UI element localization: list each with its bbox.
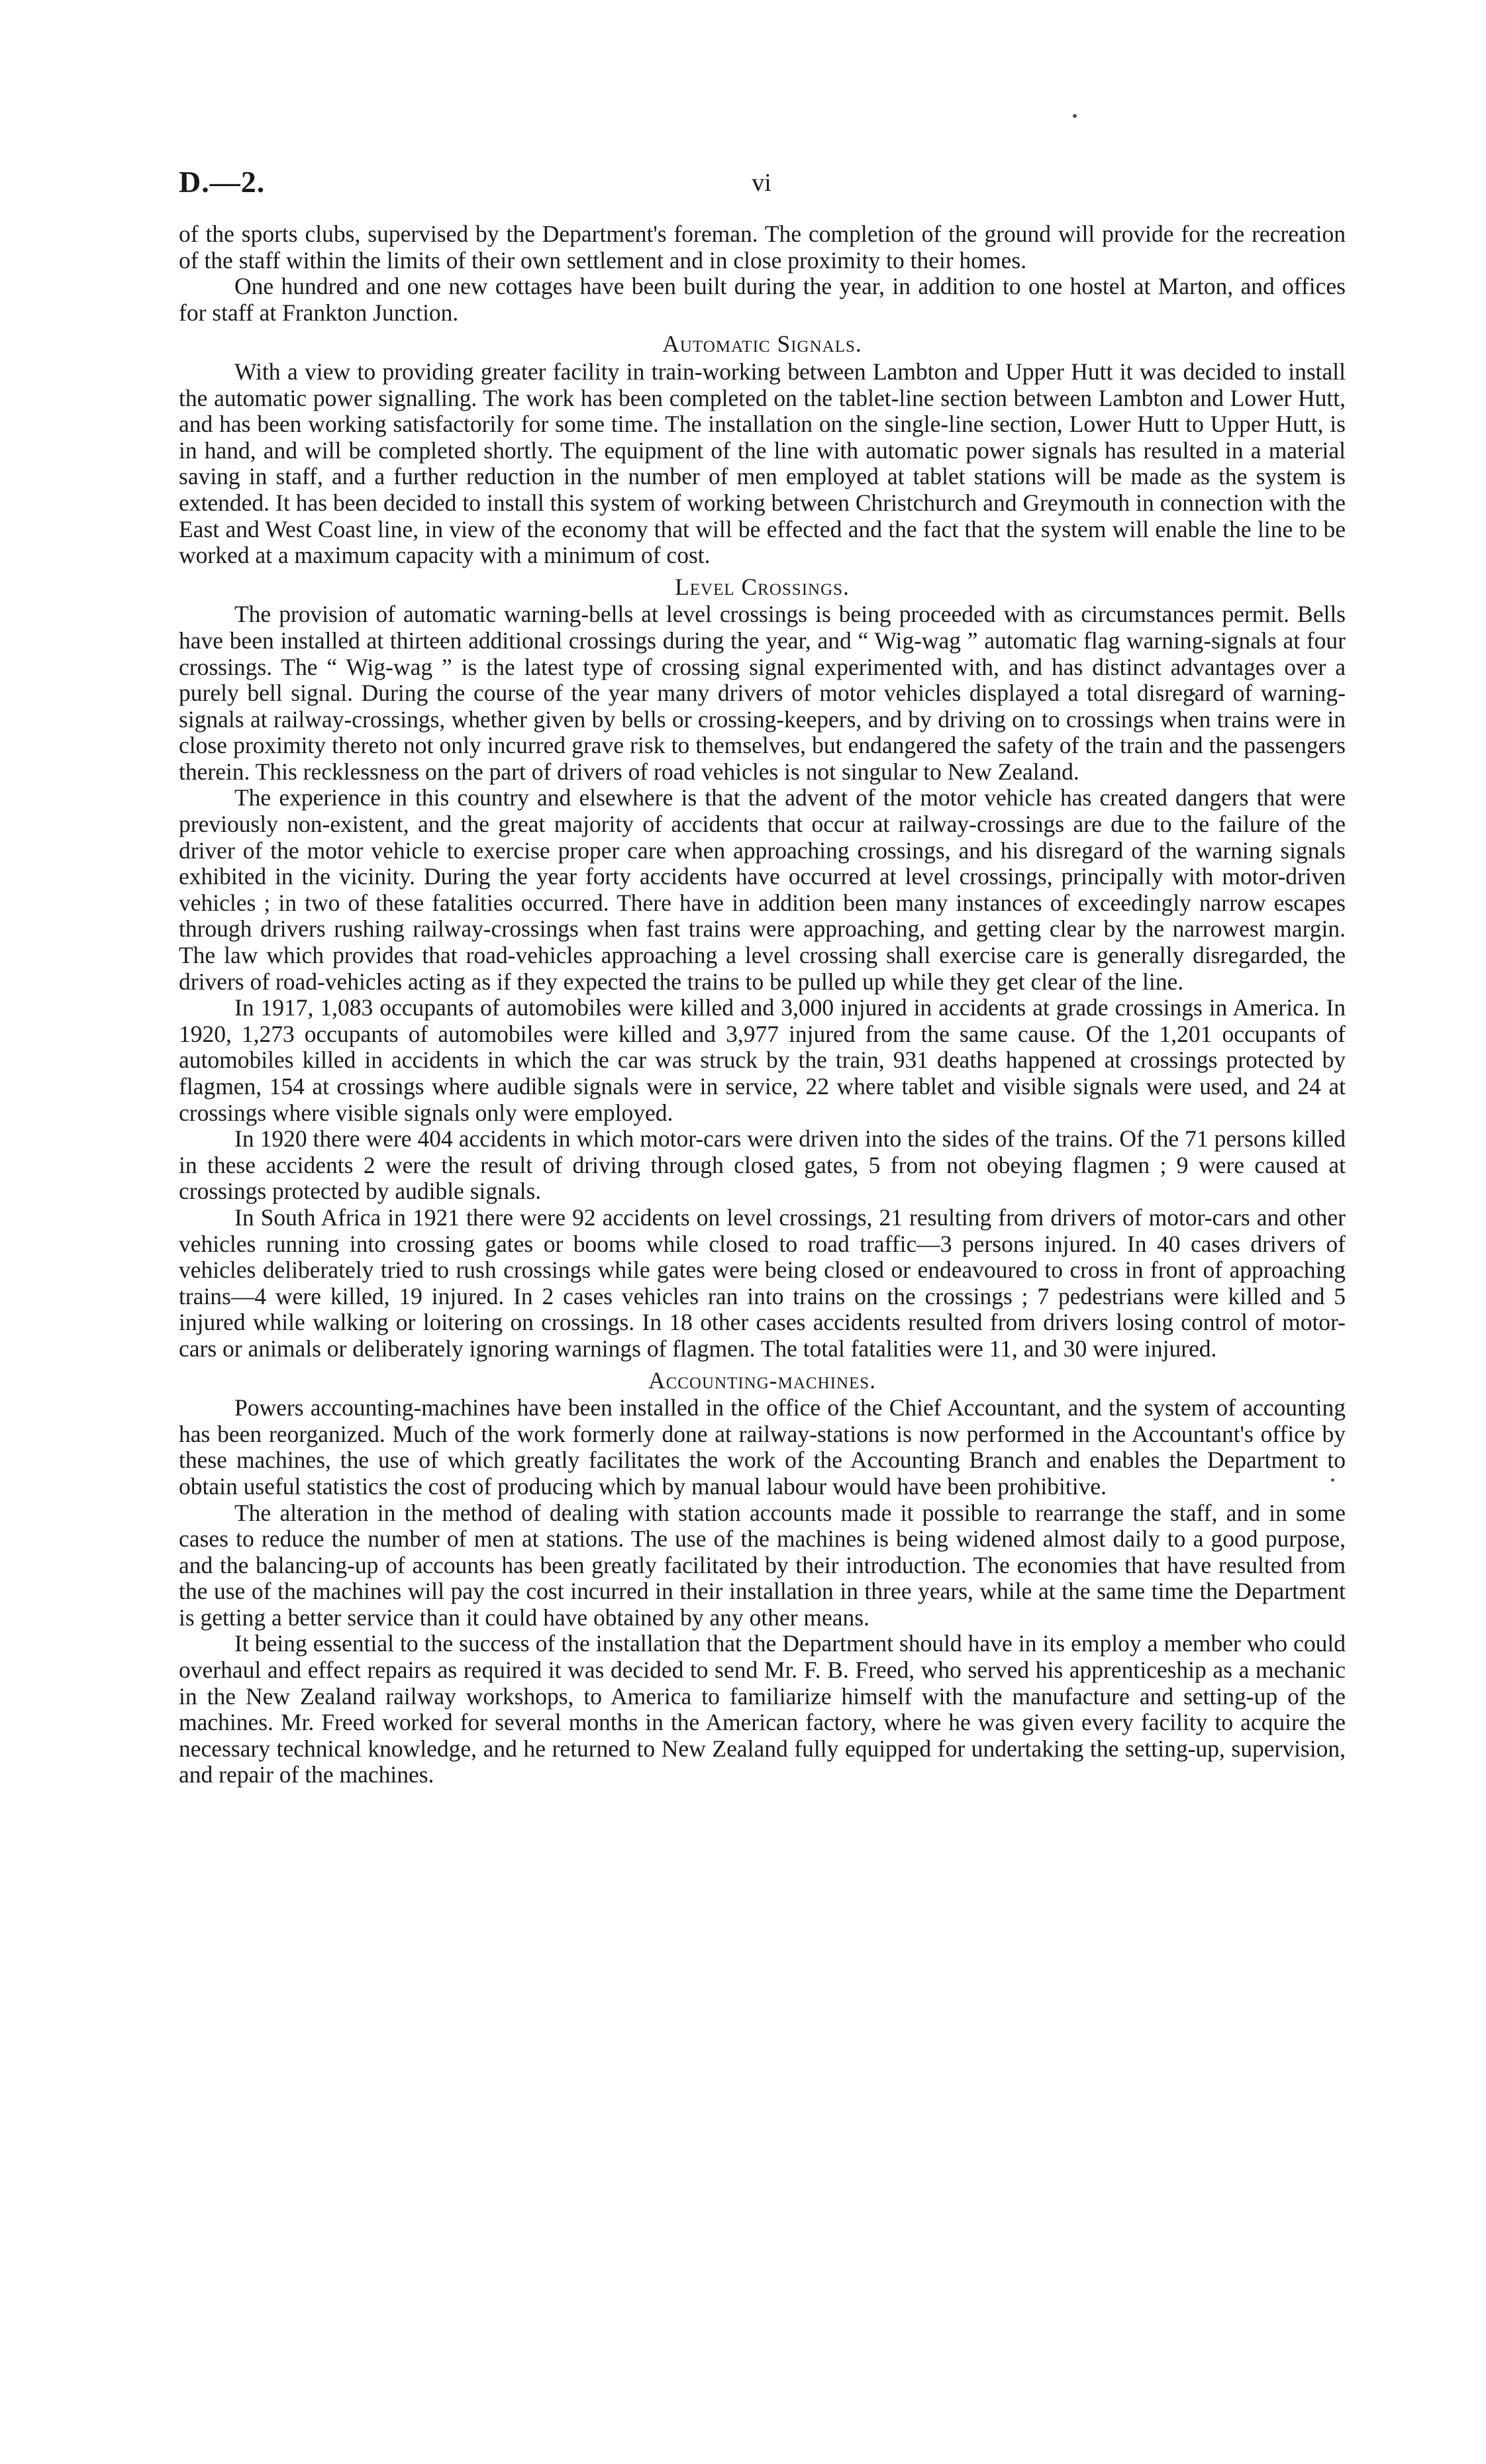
page-header xyxy=(179,164,1344,211)
paragraph: The experience in this country and elsewhere is that the advent of the motor vehicle has created dangers that were previously non-existent, and the great majority of accidents that occur at railway-crossings are due to the failure of the driver of the motor vehicle to exercise proper care when approaching crossings, and his disregard of the warning signals exhibited in the vicinity. During the year forty accidents have occurred at level crossings, principally with motor-driven vehicles ; in two of these fatalities occurred. There have in addition been many instances of exceedingly narrow escapes through drivers rushing railway-crossings when fast trains were approaching, and getting clear by the narrowest margin. The law which provides that road-vehicles approaching a level crossing shall exercise care is generally disregarded, the drivers of road-vehicles acting as if they expected the trains to be pulled up while they get clear of the line. xyxy=(179,784,1346,995)
document-reference: D.—2. xyxy=(179,165,266,199)
paragraph: In South Africa in 1921 there were 92 accidents on level crossings, 21 resulting from drivers of motor-cars and other vehicles running into crossing gates or booms while closed to road traffic—3 persons injured. In 40 cases drivers of vehicles deliberately tried to rush crossings while gates were being closed or endeavoured to cross in front of approaching trains—4 were killed, 19 injured. In 2 cases vehicles ran into trains on the crossings ; 7 pedestrians were killed and 5 injured while walking or loitering on crossings. In 18 other cases accidents resulted from drivers losing control of motor-cars or animals or deliberately ignoring warnings of flagmen. The total fatalities were 11, and 30 were injured. xyxy=(179,1204,1346,1362)
body-text xyxy=(179,221,1346,1788)
paragraph: With a view to providing greater facility in train-working between Lambton and Upper Hutt it was decided to install the automatic power signalling. The work has been completed on the tablet-line section between Lambton and Lower Hutt, and has been working satisfactorily for some time. The installation on the single-line section, Lower Hutt to Upper Hutt, is in hand, and will be completed shortly. The equipment of the line with automatic power signals has resulted in a material saving in staff, and a further reduction in the number of men employed at tablet stations will be made as the system is extended. It has been decided to install this system of working between Christchurch and Greymouth in connection with the East and West Coast line, in view of the economy that will be effected and the fact that the system will enable the line to be worked at a maximum capacity with a minimum of cost. xyxy=(179,358,1346,569)
scan-speck xyxy=(1073,114,1077,118)
paragraph: In 1920 there were 404 accidents in which motor-cars were driven into the sides of the trains. Of the 71 persons killed in these accidents 2 were the result of driving through closed gates, 5 from not obeying flagmen ; 9 were caused at crossings protected by audible signals. xyxy=(179,1125,1346,1205)
paragraph: It being essential to the success of the installation that the Department should have in its employ a member who could overhaul and effect repairs as required it was decided to send Mr. F. B. Freed, who served his apprenticeship as a mechanic in the New Zealand railway workshops, to America to familiarize himself with the manufacture and setting-up of the machines. Mr. Freed worked for several months in the American factory, where he was given every facility to acquire the necessary technical knowledge, and he returned to New Zealand fully equipped for undertaking the setting-up, supervision, and repair of the machines. xyxy=(179,1630,1346,1788)
paragraph: The alteration in the method of dealing with station accounts made it possible to rearrange the staff, and in some cases to reduce the number of men at stations. The use of the machines is being widened almost daily to a good purpose, and the balancing-up of accounts has been greatly facilitated by their introduction. The economies that have resulted from the use of the machines will pay the cost incurred in their installation in three years, while at the same time the Department is getting a better service than it could have obtained by any other means. xyxy=(179,1499,1346,1631)
section-heading-accounting-machines: Accounting-machines. xyxy=(648,1366,877,1394)
section-heading-level-crossings: Level Crossings. xyxy=(675,573,850,600)
paragraph: of the sports clubs, supervised by the Department's foreman. The completion of the ground will provide for the recreation of the staff within the limits of their own settlement and in close proximity to their homes. xyxy=(179,221,1346,274)
paragraph: In 1917, 1,083 occupants of automobiles were killed and 3,000 injured in accidents at grade crossings in America. In 1920, 1,273 occupants of automobiles were killed and 3,977 injured from the same cause. Of the 1,201 occupants of automobiles killed in accidents in which the car was struck by the train, 931 deaths happened at crossings protected by flagmen, 154 at crossings where audible signals were in service, 22 where tablet and visible signals were used, and 24 at crossings where visible signals only were employed. xyxy=(179,994,1346,1126)
page-number: vi xyxy=(752,169,771,197)
paragraph: The provision of automatic warning-bells at level crossings is being proceeded with as circumstances permit. Bells have been installed at thirteen additional crossings during the year, and “ Wig-wag ” automatic flag warning-signals at four crossings. The “ Wig-wag ” is the latest type of crossing signal experimented with, and has distinct advantages over a purely bell signal. During the course of the year many drivers of motor vehicles displayed a total disregard of warning-signals at railway-crossings, whether given by bells or crossing-keepers, and by driving on to crossings when trains were in close proximity thereto not only incurred grave risk to themselves, but endangered the safety of the train and the passengers therein. This recklessness on the part of drivers of road vehicles is not singular to New Zealand. xyxy=(179,601,1346,785)
paragraph: Powers accounting-machines have been installed in the office of the Chief Accountant, and the system of accounting has been reorganized. Much of the work formerly done at railway-stations is now performed in the Accountant's office by these machines, the use of which greatly facilitates the work of the Accounting Branch and enables the Department to obtain useful statistics the cost of producing which by manual labour would have been prohibitive. xyxy=(179,1394,1346,1500)
section-heading-automatic-signals: Automatic Signals. xyxy=(662,331,862,358)
paragraph: One hundred and one new cottages have been built during the year, in addition to one hostel at Marton, and offices for staff at Frankton Junction. xyxy=(179,273,1346,326)
